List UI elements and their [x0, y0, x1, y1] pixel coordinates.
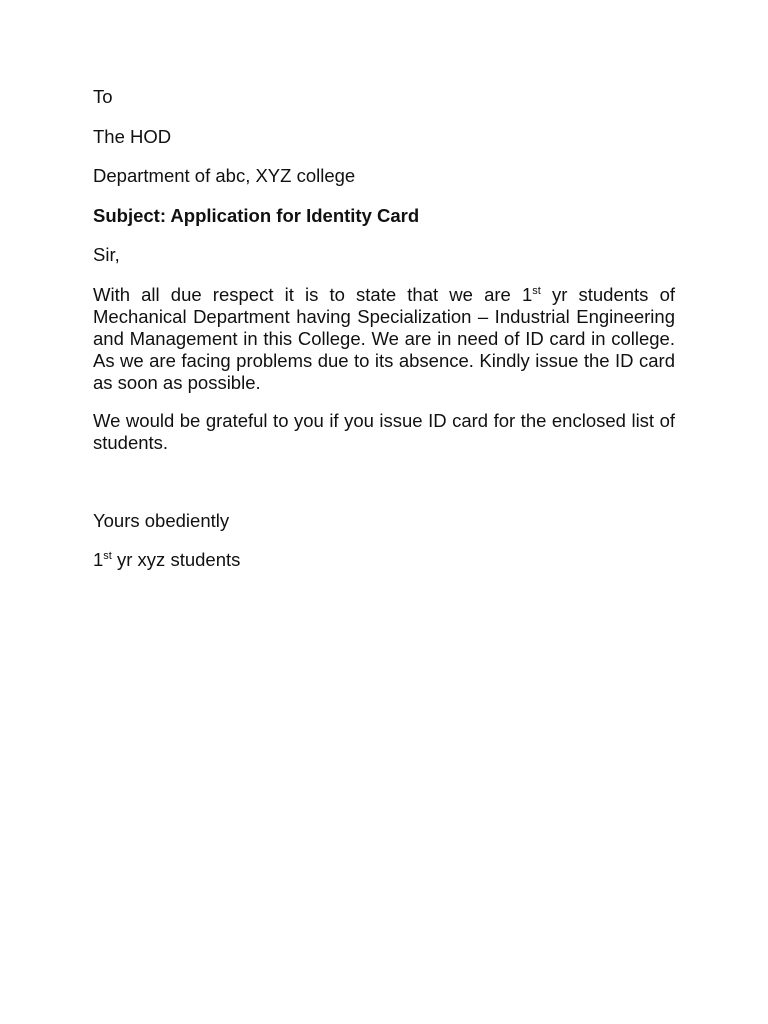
body-paragraph-1 — [93, 284, 675, 394]
body-paragraph-1-rest: yr students of Mechanical Department having Specialization – Industrial Engineering and Management in this College. We are in need of ID card in college. As we are facing problems due to its absence. Kindly issue the ID card as soon as possible. — [93, 283, 676, 393]
department-line: Department of abc, XYZ college — [93, 165, 356, 186]
salutation: Sir, — [93, 244, 120, 265]
signature-line — [93, 549, 675, 571]
body-paragraph-1-start: With all due respect it is to state that we are 1 — [93, 283, 533, 305]
signature-number: 1 — [93, 549, 104, 570]
application-letter — [93, 86, 675, 589]
closing-line: Yours obediently — [93, 509, 230, 531]
signature-ordinal-suffix: st — [103, 550, 112, 562]
to-line: To — [93, 86, 113, 107]
body-paragraph-2: We would be grateful to you if you issue ID card for the enclosed list of students. — [93, 409, 675, 453]
subject-line: Subject: Application for Identity Card — [93, 204, 420, 226]
recipient-line: The HOD — [93, 125, 172, 147]
ordinal-suffix: st — [532, 284, 541, 297]
signature-text: yr xyz students — [111, 549, 241, 570]
